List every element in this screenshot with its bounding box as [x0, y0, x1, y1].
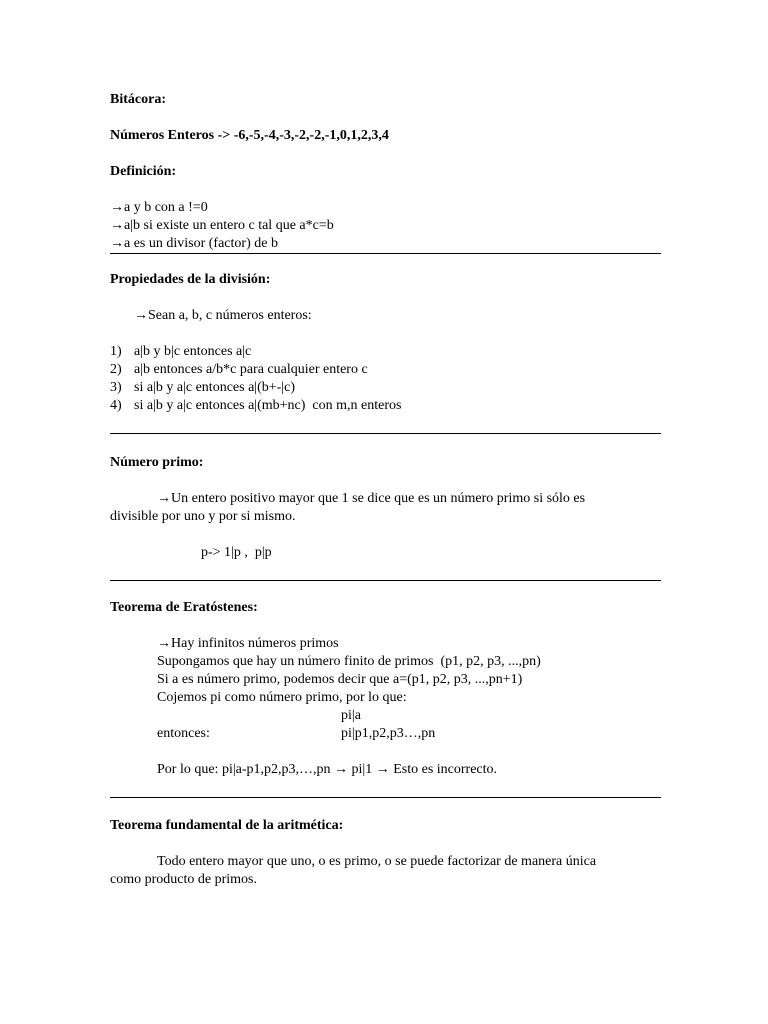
document-content	[110, 91, 661, 889]
eratostenes-heading: Teorema de Eratóstenes:	[110, 600, 258, 615]
arrow-icon: →	[334, 762, 349, 777]
arrow-icon: →	[110, 200, 124, 215]
arrow-icon: →	[110, 236, 124, 251]
enteros-line: Números Enteros -> -6,-5,-4,-3,-2,-2,-1,0,1,2,3,4	[110, 128, 389, 143]
propiedades-list	[110, 343, 661, 415]
arrow-icon: →	[110, 218, 124, 233]
list-item: 1) a|b y b|c entonces a|c	[110, 344, 252, 359]
arrow-icon: →	[157, 491, 171, 506]
fundamental-text-1: Todo entero mayor que uno, o es primo, o se puede factorizar de manera única	[157, 854, 597, 869]
definicion-line-1: →a y b con a !=0	[110, 200, 208, 215]
fundamental-heading: Teorema fundamental de la aritmética:	[110, 818, 344, 833]
primo-formula: p-> 1|p , p|p	[201, 545, 272, 560]
definicion-line-2: →a|b si existe un entero c tal que a*c=b	[110, 218, 334, 233]
arrow-icon: →	[375, 762, 390, 777]
eratostenes-conclusion: Por lo que: pi|a-p1,p2,p3,…,pn → pi|1 → Esto es incorrecto.	[157, 762, 498, 777]
propiedades-heading: Propiedades de la división:	[110, 272, 271, 287]
list-item: 3) si a|b y a|c entonces a|(b+-|c)	[110, 380, 295, 395]
eratostenes-line-2: Supongamos que hay un número finito de primos (p1, p2, p3, ...,pn)	[157, 654, 541, 669]
arrow-icon: →	[134, 308, 148, 323]
eratostenes-line-5: pi|a	[341, 708, 361, 723]
propiedades-intro: →Sean a, b, c números enteros:	[134, 308, 312, 323]
eratostenes-line-6: entonces: pi|p1,p2,p3…,pn	[157, 726, 436, 741]
definicion-heading: Definición:	[110, 164, 177, 179]
primo-heading: Número primo:	[110, 455, 204, 470]
eratostenes-line-4: Cojemos pi como número primo, por lo que:	[157, 690, 407, 705]
eratostenes-line-3: Si a es número primo, podemos decir que a=(p1, p2, p3, ...,pn+1)	[157, 672, 523, 687]
list-item: 2) a|b entonces a/b*c para cualquier entero c	[110, 362, 368, 377]
arrow-icon: →	[157, 636, 171, 651]
primo-text-1: →Un entero positivo mayor que 1 se dice que es un número primo si sólo es	[157, 491, 586, 506]
eratostenes-line-1: →Hay infinitos números primos	[157, 636, 339, 651]
fundamental-text-2: como producto de primos.	[110, 872, 257, 887]
definicion-line-3: →a es un divisor (factor) de b	[110, 236, 278, 251]
bitacora-heading: Bitácora:	[110, 92, 166, 107]
primo-text-2: divisible por uno y por si mismo.	[110, 509, 296, 524]
list-item: 4) si a|b y a|c entonces a|(mb+nc) con m,n enteros	[110, 398, 402, 413]
